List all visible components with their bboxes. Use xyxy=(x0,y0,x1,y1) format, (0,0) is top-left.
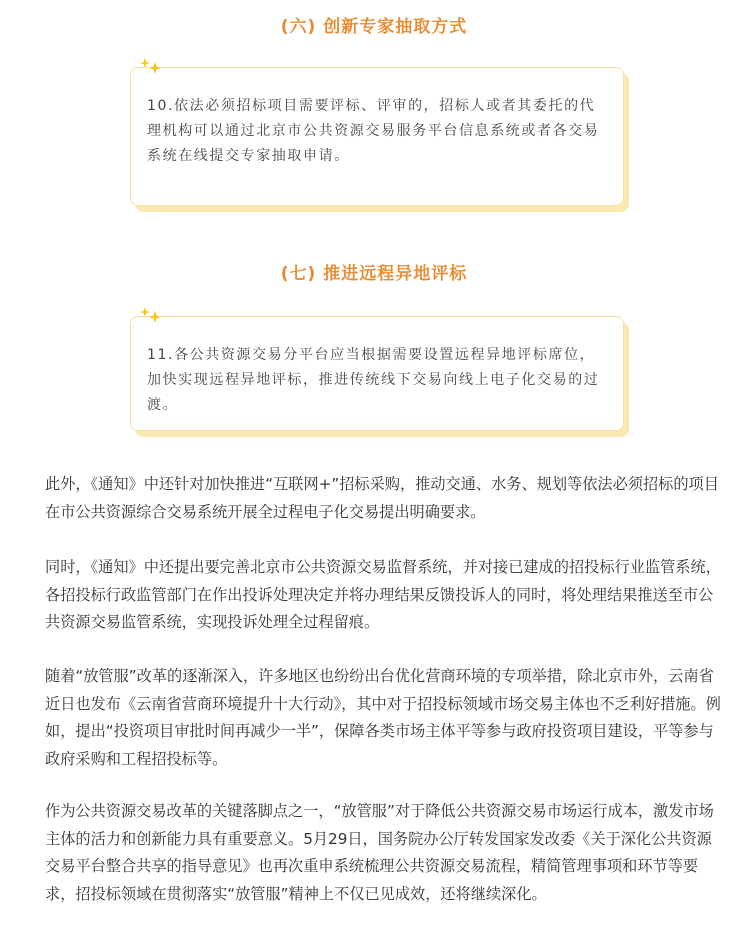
section-heading-6: (六) 创新专家抽取方式 xyxy=(280,17,468,37)
info-card-6 xyxy=(130,67,624,206)
card-text: 10.依法必须招标项目需要评标、评审的，招标人或者其委托的代理机构可以通过北京市公共资源交易服务平台信息系统或者各交易系统在线提交专家抽取申请。 xyxy=(147,98,600,164)
body-paragraph-1: 此外，《通知》中还针对加快推进“互联网+”招标采购，推动交通、水务、规划等依法必须招标的项目在市公共资源综合交易系统开展全过程电子化交易提出明确要求。 xyxy=(45,475,719,521)
body-paragraph-4: 作为公共资源交易改革的关键落脚点之一，“放管服”对于降低公共资源交易市场运行成本，激发市场主体的活力和创新能力具有重要意义。5月29日，国务院办公厅转发国家发改委《关于深化公共资源交易平台整合共享的指导意见》也再次重申系统梳理公共资源交易流程，精简管理事项和环节等要求，招投标领域在贯彻落实“放管服”精神上不仅已见成效，还将继续深化。 xyxy=(45,802,714,903)
body-paragraph-3: 随着“放管服”改革的逐渐深入，许多地区也纷纷出台优化营商环境的专项举措，除北京市外，云南省近日也发布《云南省营商环境提升十大行动》，其中对于招投标领域市场交易主体也不乏利好措施。例如，提出“投资项目审批时间再减少一半”，保障各类市场主体平等参与政府投资项目建设，平等参与政府采购和工程招投标等。 xyxy=(45,667,721,768)
card-text: 11.各公共资源交易分平台应当根据需要设置远程异地评标席位，加快实现远程异地评标，推进传统线下交易向线上电子化交易的过渡。 xyxy=(147,347,600,413)
sparkle-icon xyxy=(139,305,165,325)
body-paragraph-2: 同时，《通知》中还提出要完善北京市公共资源交易监督系统，并对接已建成的招投标行业监管系统，各招投标行政监管部门在作出投诉处理决定并将办理结果反馈投诉人的同时，将处理结果推送至市公共资源交易监管系统，实现投诉处理全过程留痕。 xyxy=(45,558,721,631)
sparkle-icon xyxy=(139,56,165,76)
info-card-7 xyxy=(130,316,624,431)
section-heading-7: (七) 推进远程异地评标 xyxy=(280,264,468,284)
